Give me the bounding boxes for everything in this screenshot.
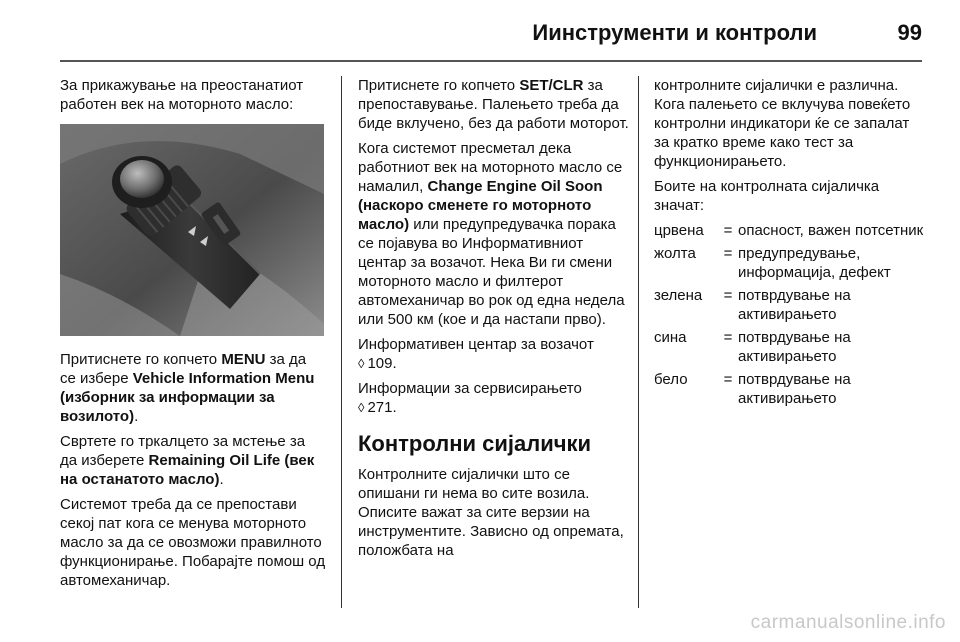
equals-sign: = <box>723 329 733 346</box>
intro-paragraph: За прикажување на преостанатиот работен век на моторното масло: <box>60 77 304 113</box>
column-left <box>60 76 326 596</box>
menu-button-paragraph: Притиснете го копчето MENU за да се изберe Vehicle Information Menu (изборник за информации за возилото). <box>60 351 315 425</box>
page-title: Иинструменти и контроли <box>532 20 817 45</box>
reference-driver-info-centre: Информативен центар за возачот ◊ 109. <box>358 336 594 372</box>
color-meaning: потврдување на активирањето <box>738 287 851 323</box>
set-clr-paragraph: Притиснете го копчето SET/CLR за препоставување. Палењето треба да биде вклучено, без да работи моторот. <box>358 77 629 132</box>
color-meaning: опасност, важен потсетник <box>738 222 924 239</box>
equals-sign: = <box>723 245 733 262</box>
equals-sign: = <box>723 222 733 239</box>
section-heading: Контролни сијалички <box>358 431 592 456</box>
table-row <box>654 221 924 244</box>
table-row <box>654 328 924 370</box>
color-name: зелена <box>654 287 703 304</box>
vehicle-info-menu-label: Vehicle Information Menu (изборник за информации за возилото) <box>60 370 315 425</box>
header-divider <box>60 60 922 62</box>
table-row <box>654 244 924 286</box>
color-name: сина <box>654 329 687 346</box>
remaining-oil-life-label: Remaining Oil Life (век на останатото масло) <box>60 452 315 488</box>
color-meaning: потврдување на активирањето <box>738 371 851 407</box>
change-engine-oil-label: Change Engine Oil Soon (наскоро сменете го моторното масло) <box>358 178 603 233</box>
set-clr-button-label: SET/CLR <box>519 77 584 94</box>
page-header <box>60 14 922 58</box>
indicator-colors-table <box>654 221 924 412</box>
color-meaning: предупредување, информација, дефект <box>738 245 891 281</box>
page-number: 99 <box>897 20 922 45</box>
table-row <box>654 286 924 328</box>
reset-note-paragraph: Системот треба да се препостави секој пат кога се менува моторното масло за да се овозможи правилното функционирање. Побарајте помош од автомеханичар. <box>60 496 326 589</box>
reference-page[interactable]: 271. <box>367 399 397 416</box>
indicator-position-paragraph: контролните сијалички е различна. Кога палењето се вклучува повеќето контролни индикатори ќе се запалат за кратко време како тест за функционирањето. <box>654 77 911 170</box>
equals-sign: = <box>723 371 733 388</box>
column-middle <box>358 76 630 566</box>
color-name: црвена <box>654 222 704 239</box>
column-divider <box>341 76 342 608</box>
color-name: жолта <box>654 245 696 262</box>
indicator-colors-intro: Боите на контролната сијаличка значат: <box>654 178 880 214</box>
reference-page[interactable]: 109. <box>367 355 397 372</box>
column-right <box>654 76 926 412</box>
reference-arrow-icon: ◊ <box>358 400 365 415</box>
color-name: бело <box>654 371 688 388</box>
column-divider <box>638 76 639 608</box>
control-indicators-paragraph: Контролните сијалички што се опишани ги нема во сите возила. Описите важат за сите верзии на инструментите. Зависно од опремата, положбата на <box>358 466 624 559</box>
reference-arrow-icon: ◊ <box>358 356 365 371</box>
table-row <box>654 370 924 412</box>
equals-sign: = <box>723 287 733 304</box>
menu-button-label: MENU <box>221 351 266 368</box>
thumbwheel-paragraph: Свртете го тркалцето за мстење за да изберете Remaining Oil Life (век на останатото масло). <box>60 433 315 488</box>
steering-column-stalk-photo <box>60 124 324 336</box>
watermark: carmanualsonline.info <box>750 612 946 633</box>
reference-service-info: Информации за сервисирањето ◊ 271. <box>358 380 582 416</box>
oil-warning-paragraph: Кога системот пресметал дека работниот век на моторното масло се намалил, Change Engine Oil Soon (наскоро сменете го моторното масло) или предупредувачка порака се појавува во Информативниот центар за возачот. Нека Ви ги смени моторното масло и филтерот автомеханичар во рок од една недела или 500 км (кое и да настапи прво). <box>358 140 625 328</box>
color-meaning: потврдување на активирањето <box>738 329 851 365</box>
